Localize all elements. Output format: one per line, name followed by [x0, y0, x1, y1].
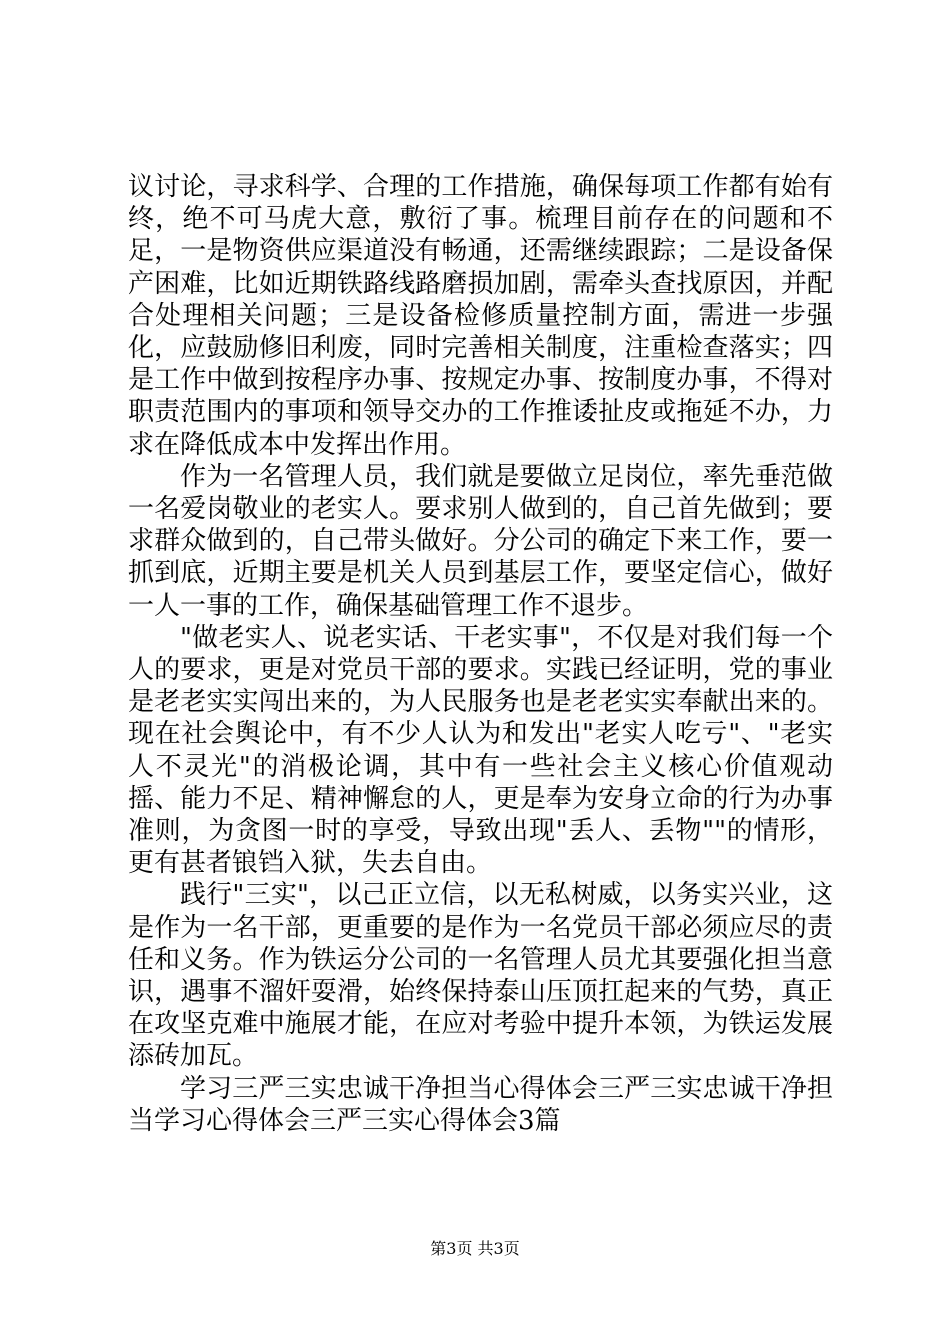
- paragraph-4: 践行"三实"，以己正立信，以无私树威，以务实兴业，这是作为一名干部，更重要的是作为一名党员干部必须应尽的责任和义务。作为铁运分公司的一名管理人员尤其要强化担当意识，遇事不溜奸耍滑，始终保持泰山压顶扛起来的气势，真正在攻坚克难中施展才能，在应对考验中提升本领，为铁运发展添砖加瓦。: [128, 880, 833, 1072]
- document-body: [128, 171, 833, 1137]
- paragraph-5: 学习三严三实忠诚干净担当心得体会三严三实忠诚干净担当学习心得体会三严三实心得体会3篇: [128, 1073, 833, 1136]
- paragraph-3: "做老实人、说老实话、干老实事"，不仅是对我们每一个人的要求，更是对党员干部的要求。实践已经证明，党的事业是老老实实闯出来的，为人民服务也是老老实实奉献出来的。现在社会舆论中，有不少人认为和发出"老实人吃亏"、"老实人不灵光"的消极论调，其中有一些社会主义核心价值观动摇、能力不足、精神懈怠的人，更是奉为安身立命的行为办事准则，为贪图一时的享受，导致出现"丢人、丢物""的情形，更有甚者锒铛入狱，失去自由。: [128, 622, 833, 879]
- paragraph-2: 作为一名管理人员，我们就是要做立足岗位，率先垂范做一名爱岗敬业的老实人。要求别人做到的，自己首先做到；要求群众做到的，自己带头做好。分公司的确定下来工作，要一抓到底，近期主要是机关人员到基层工作，要坚定信心，做好一人一事的工作，确保基础管理工作不退步。: [128, 461, 833, 621]
- page-footer: 第3页 共3页: [430, 1239, 520, 1258]
- paragraph-1: 议讨论，寻求科学、合理的工作措施，确保每项工作都有始有终，绝不可马虎大意，敷衍了事。梳理目前存在的问题和不足，一是物资供应渠道没有畅通，还需继续跟踪；二是设备保产困难，比如近期铁路线路磨损加剧，需牵头查找原因，并配合处理相关问题；三是设备检修质量控制方面，需进一步强化，应鼓励修旧利废，同时完善相关制度，注重检查落实；四是工作中做到按程序办事、按规定办事、按制度办事，不得对职责范围内的事项和领导交办的工作推诿扯皮或拖延不办，力求在降低成本中发挥出作用。: [128, 172, 833, 460]
